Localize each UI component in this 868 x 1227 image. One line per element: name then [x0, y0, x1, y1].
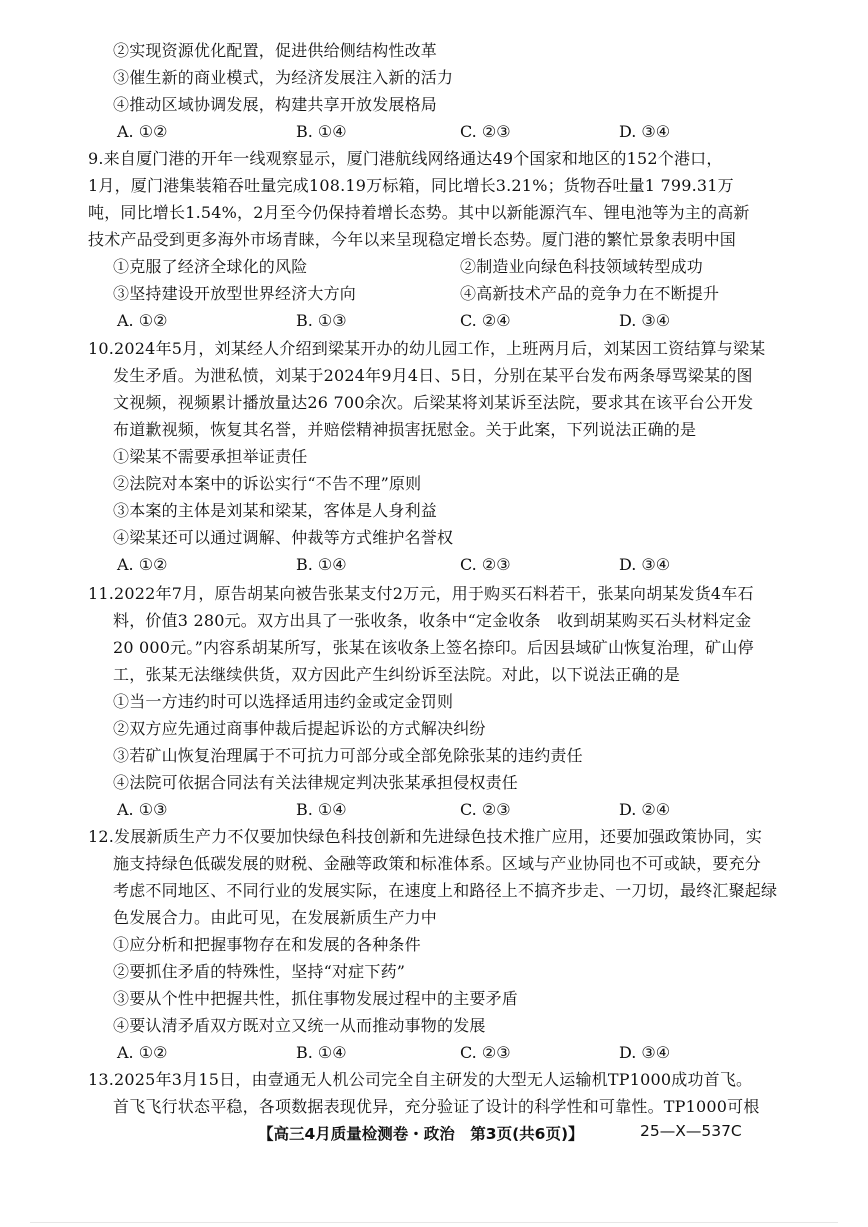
q12-stem-line-3: 考虑不同地区、不同行业的发展实际，在速度上和路径上不搞齐步走、一刀切，最终汇聚起绿: [113, 881, 778, 900]
q11-statement-1: ①当一方违约时可以选择适用违约金或定金罚则: [113, 692, 454, 711]
q10-statement-3: ③本案的主体是刘某和梁某，客体是人身利益: [113, 501, 438, 520]
q10-statement-2: ②法院对本案中的诉讼实行“不告不理”原则: [113, 474, 422, 493]
q11-statement-3: ③若矿山恢复治理属于不可抗力可部分或全部免除张某的违约责任: [113, 746, 583, 765]
q8-option-d: D. ③④: [619, 122, 671, 141]
q12-statement-4: ④要认清矛盾双方既对立又统一从而推动事物的发展: [113, 1016, 486, 1035]
q9-statement-1: ①克服了经济全球化的风险: [113, 257, 308, 276]
q12-stem-line-2: 施支持绿色低碳发展的财税、金融等政策和标准体系。区域与产业协同也不可或缺，要充分: [113, 854, 762, 873]
q10-option-b: B. ①④: [296, 555, 347, 574]
q8-statement-3: ③催生新的商业模式，为经济发展注入新的活力: [113, 68, 454, 87]
q8-statement-4: ④推动区域协调发展，构建共享开放发展格局: [113, 95, 438, 114]
q11-stem-line-3: 20 000元。”内容系胡某所写，张某在该收条上签名捺印。后因县域矿山恢复治理，矿山停: [113, 638, 754, 657]
q9-option-d: D. ③④: [619, 311, 671, 330]
q12-stem-line-1: 12.发展新质生产力不仅要加快绿色科技创新和先进绿色技术推广应用，还要加强政策协同，实: [88, 827, 763, 846]
q12-option-c: C. ②③: [460, 1043, 511, 1062]
q11-option-a: A. ①③: [117, 800, 168, 819]
q10-statement-1: ①梁某不需要承担举证责任: [113, 447, 308, 466]
q8-statement-2: ②实现资源优化配置，促进供给侧结构性改革: [113, 41, 438, 60]
q12-statement-2: ②要抓住矛盾的特殊性，坚持“对症下药”: [113, 962, 406, 981]
q10-stem-line-3: 文视频，视频累计播放量达26 700余次。后梁某将刘某诉至法院，要求其在该平台公开发: [113, 393, 754, 412]
q12-statement-1: ①应分析和把握事物存在和发展的各种条件: [113, 935, 421, 954]
q10-stem-line-2: 发生矛盾。为泄私愤，刘某于2024年9月4日、5日，分别在某平台发布两条辱骂梁某的图: [113, 366, 753, 385]
q11-statement-2: ②双方应先通过商事仲裁后提起诉讼的方式解决纠纷: [113, 719, 486, 738]
q8-option-c: C. ②③: [460, 122, 511, 141]
q13-stem-line-2: 首飞飞行状态平稳，各项数据表现优异，充分验证了设计的科学性和可靠性。TP1000可根: [113, 1097, 760, 1116]
q9-option-b: B. ①③: [296, 311, 347, 330]
q8-option-a: A. ①②: [117, 122, 168, 141]
q8-option-b: B. ①④: [296, 122, 347, 141]
q9-stem-line-1: 9.来自厦门港的开年一线观察显示，厦门港航线网络通达49个国家和地区的152个港口，: [88, 149, 723, 168]
q11-stem-line-4: 工，张某无法继续供货，双方因此产生纠纷诉至法院。对此，以下说法正确的是: [113, 665, 681, 684]
q10-stem-line-1: 10.2024年5月，刘某经人介绍到梁某开办的幼儿园工作，上班两月后，刘某因工资结算与梁某: [88, 339, 766, 358]
q11-option-c: C. ②③: [460, 800, 511, 819]
q12-option-a: A. ①②: [117, 1043, 168, 1062]
q9-stem-line-4: 技术产品受到更多海外市场青睐，今年以来呈现稳定增长态势。厦门港的繁忙景象表明中国: [88, 230, 737, 249]
q10-statement-4: ④梁某还可以通过调解、仲裁等方式维护名誉权: [113, 528, 454, 547]
q11-stem-line-1: 11.2022年7月，原告胡某向被告张某支付2万元，用于购买石料若干，张某向胡某发货4车石: [88, 584, 754, 603]
q11-option-b: B. ①④: [296, 800, 347, 819]
q9-statement-2: ②制造业向绿色科技领域转型成功: [460, 257, 704, 276]
q10-option-d: D. ③④: [619, 555, 671, 574]
q9-statement-4: ④高新技术产品的竞争力在不断提升: [460, 284, 720, 303]
q11-stem-line-2: 料，价值3 280元。双方出具了一张收条，收条中“定金收条 收到胡某购买石头材料定金: [113, 611, 752, 630]
q12-option-d: D. ③④: [619, 1043, 671, 1062]
q12-statement-3: ③要从个性中把握共性，抓住事物发展过程中的主要矛盾: [113, 989, 519, 1008]
page-bottom-divider: [30, 1222, 838, 1223]
q11-statement-4: ④法院可依据合同法有关法律规定判决张某承担侵权责任: [113, 773, 519, 792]
q9-stem-line-3: 吨，同比增长1.54%，2月至今仍保持着增长态势。其中以新能源汽车、锂电池等为主的高新: [88, 203, 750, 222]
q12-option-b: B. ①④: [296, 1043, 347, 1062]
q9-option-c: C. ②④: [460, 311, 511, 330]
q12-stem-line-4: 色发展合力。由此可见，在发展新质生产力中: [113, 908, 438, 927]
q10-option-a: A. ①②: [117, 555, 168, 574]
q11-option-d: D. ②④: [619, 800, 671, 819]
q13-stem-line-1: 13.2025年3月15日，由壹通无人机公司完全自主研发的大型无人运输机TP1000成功首飞。: [88, 1070, 753, 1089]
q9-statement-3: ③坚持建设开放型世界经济大方向: [113, 284, 357, 303]
page-footer-code: 25—X—537C: [640, 1122, 742, 1140]
q10-option-c: C. ②③: [460, 555, 511, 574]
q9-option-a: A. ①②: [117, 311, 168, 330]
q9-stem-line-2: 1月，厦门港集装箱吞吐量完成108.19万标箱，同比增长3.21%；货物吞吐量1 799.31万: [88, 176, 734, 195]
page-footer-title: 【高三4月质量检测卷・政治 第3页(共6页)】: [258, 1125, 584, 1143]
q10-stem-line-4: 布道歉视频，恢复其名誉，并赔偿精神损害抚慰金。关于此案，下列说法正确的是: [113, 420, 697, 439]
